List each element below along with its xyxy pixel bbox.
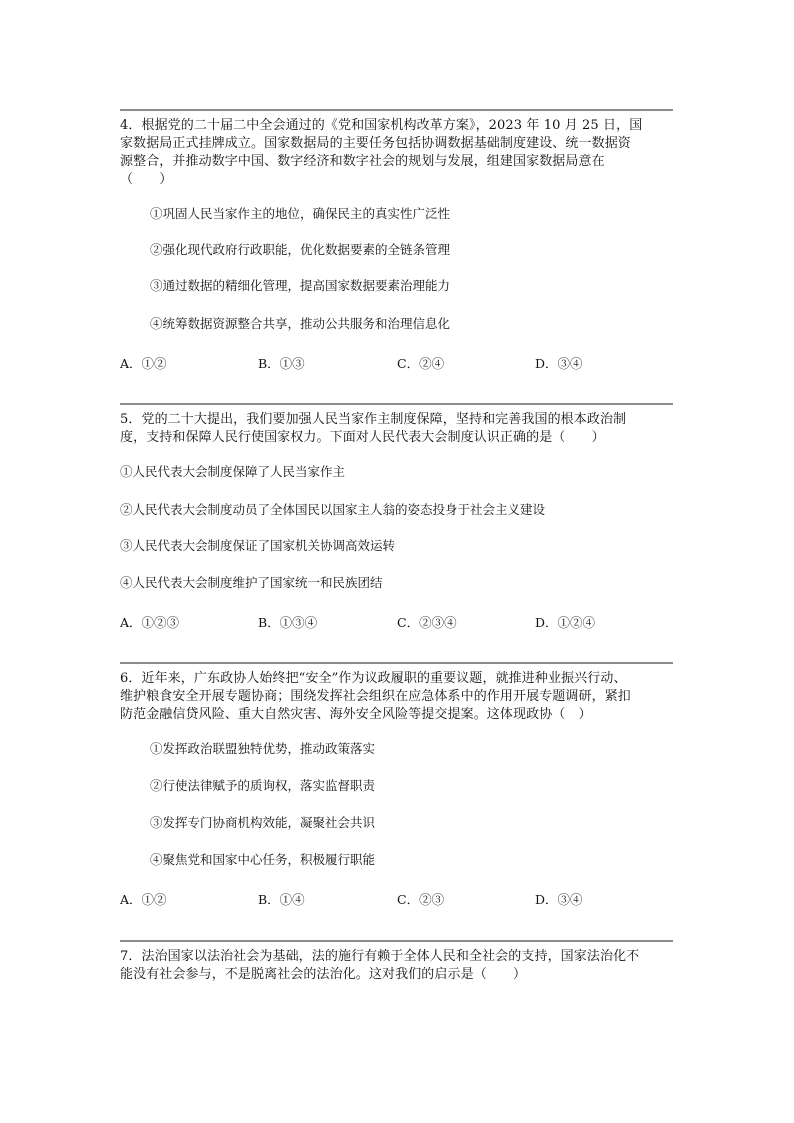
statement-option: ①发挥政治联盟独特优势，推动政策落实	[150, 741, 376, 756]
statement-option: ④人民代表大会制度维护了国家统一和民族团结	[120, 575, 383, 590]
stem-line: 5．党的二十大提出，我们要加强人民当家作主制度保障，坚持和完善我国的根本政治制	[120, 412, 627, 427]
stem-line: 家数据局正式挂牌成立。国家数据局的主要任务包括协调数据基础制度建设、统一数据资	[120, 136, 631, 151]
choice-b: B．①③	[258, 356, 305, 371]
answer-choices	[120, 354, 673, 370]
question-6	[120, 662, 673, 908]
stem-line: 4．根据党的二十届二中全会通过的《党和国家机构改革方案》，2023 年 10 月 25 日，国	[120, 118, 643, 133]
statement-option: ④聚焦党和国家中心任务，积极履行职能	[150, 852, 376, 867]
statement-option: ③人民代表大会制度保证了国家机关协调高效运转	[120, 538, 396, 553]
question-5	[120, 403, 673, 633]
choice-d: D．③④	[535, 356, 583, 371]
statement-option: ②强化现代政府行政职能，优化数据要素的全链条管理	[150, 242, 451, 257]
stem-line: 6．近年来，广东政协人始终把“安全”作为议政履职的重要议题，就推进种业振兴行动、	[120, 671, 627, 686]
answer-choices	[120, 613, 673, 629]
statement-option: ③发挥专门协商机构效能，凝聚社会共识	[150, 815, 376, 830]
question-7	[120, 940, 673, 990]
choice-a: A．①②③	[120, 615, 180, 630]
choice-b: B．①③④	[258, 615, 318, 630]
stem-line: 7．法治国家以法治社会为基础，法的施行有赖于全体人民和全社会的支持，国家法治化不	[120, 949, 640, 964]
choice-b: B．①④	[258, 892, 305, 907]
statement-option: ④统筹数据资源整合共享，推动公共服务和治理信息化	[150, 316, 451, 331]
stem-line: （ ）	[120, 172, 173, 187]
question-divider	[120, 109, 673, 111]
stem-line: 防范金融信贷风险、重大自然灾害、海外安全风险等提交提案。这体现政协（ ）	[120, 707, 592, 722]
choice-a: A．①②	[120, 356, 167, 371]
stem-line: 能没有社会参与，不是脱离社会的法治化。这对我们的启示是（ ）	[120, 967, 527, 982]
question-divider	[120, 403, 673, 405]
question-stem	[120, 948, 673, 984]
statement-option: ③通过数据的精细化管理，提高国家数据要素治理能力	[150, 278, 451, 293]
question-stem	[120, 411, 673, 447]
question-divider	[120, 940, 673, 942]
statement-option: ①巩固人民当家作主的地位，确保民主的真实性广泛性	[150, 206, 451, 221]
choice-d: D．①②④	[535, 615, 596, 630]
stem-line: 源整合，并推动数字中国、数字经济和数字社会的规划与发展，组建国家数据局意在	[120, 154, 605, 169]
choice-c: C．②③④	[397, 615, 457, 630]
question-stem	[120, 670, 673, 724]
statement-option: ①人民代表大会制度保障了人民当家作主	[120, 464, 346, 479]
stem-line: 度，支持和保障人民行使国家权力。下面对人民代表大会制度认识正确的是（ ）	[120, 430, 605, 445]
stem-line: 维护粮食安全开展专题协商；围绕发挥社会组织在应急体系中的作用开展专题调研，紧扣	[120, 689, 631, 704]
statement-option: ②行使法律赋予的质询权，落实监督职责	[150, 778, 376, 793]
choice-d: D．③④	[535, 892, 583, 907]
choice-a: A．①②	[120, 892, 167, 907]
question-4	[120, 109, 673, 371]
statement-option: ②人民代表大会制度动员了全体国民以国家主人翁的姿态投身于社会主义建设	[120, 502, 546, 517]
question-stem	[120, 117, 673, 189]
answer-choices	[120, 890, 673, 906]
choice-c: C．②④	[397, 356, 445, 371]
choice-c: C．②③	[397, 892, 445, 907]
question-divider	[120, 662, 673, 664]
